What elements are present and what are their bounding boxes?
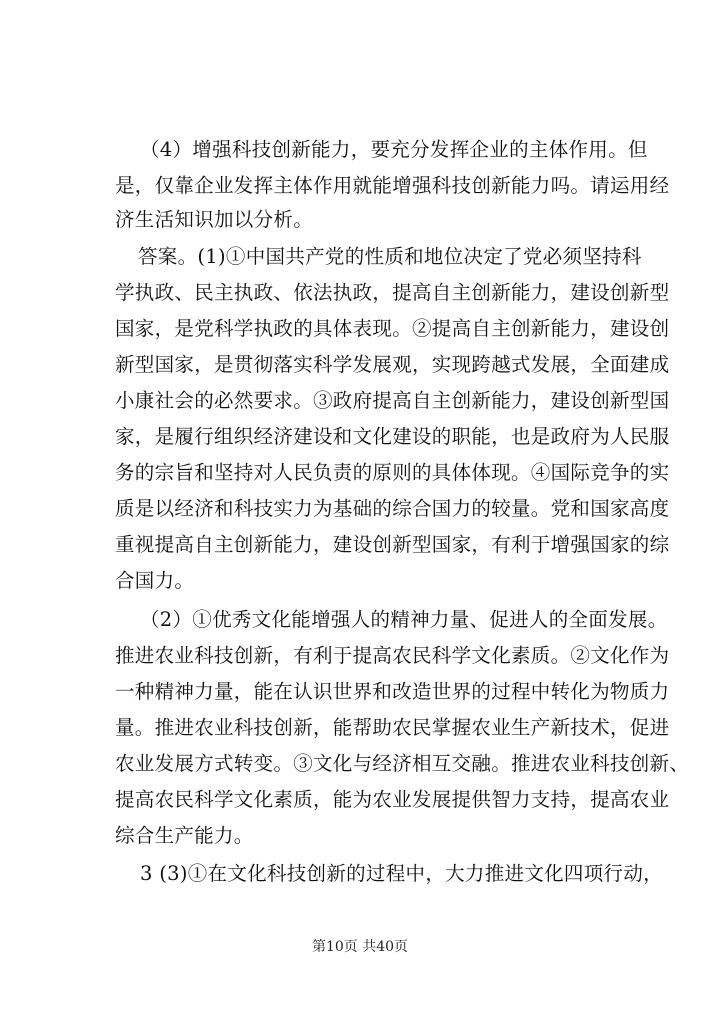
- text-line-4: 答案。(1)①中国共产党的性质和地位决定了党必须坚持科: [138, 245, 642, 268]
- page-number-footer: 第10页 共40页: [311, 939, 409, 955]
- text-line-17: 量。推进农业科技创新，能帮助农民掌握农业生产新技术，促进: [115, 716, 670, 739]
- text-line-8: 小康社会的必然要求。③政府提高自主创新能力，建设创新型国: [115, 389, 670, 412]
- text-line-3: 济生活知识加以分析。: [115, 208, 314, 231]
- text-line-9: 家，是履行组织经济建设和文化建设的职能，也是政府为人民服: [115, 425, 670, 448]
- text-line-16: 一种精神力量，能在认识世界和改造世界的过程中转化为物质力: [115, 680, 670, 703]
- text-line-14: （2）①优秀文化能增强人的精神力量、促进人的全面发展。: [140, 608, 668, 631]
- text-line-20: 综合生产能力。: [115, 824, 254, 847]
- text-line-12: 重视提高自主创新能力，建设创新型国家，有利于增强国家的综: [115, 533, 670, 556]
- text-line-5: 学执政、民主执政、依法执政，提高自主创新能力，建设创新型: [115, 281, 670, 304]
- text-line-1: （4）增强科技创新能力，要充分发挥企业的主体作用。但: [140, 138, 648, 161]
- text-line-15: 推进农业科技创新，有利于提高农民科学文化素质。②文化作为: [115, 644, 670, 667]
- text-line-21: 3 (3)①在文化科技创新的过程中，大力推进文化四项行动，: [140, 862, 663, 885]
- text-line-2: 是，仅靠企业发挥主体作用就能增强科技创新能力吗。请运用经: [115, 174, 670, 197]
- text-line-6: 国家，是党科学执政的具体表现。②提高自主创新能力，建设创: [115, 317, 670, 340]
- text-line-19: 提高农民科学文化素质，能为农业发展提供智力支持，提高农业: [115, 788, 670, 811]
- text-line-13: 合国力。: [115, 569, 195, 592]
- text-line-18: 农业发展方式转变。③文化与经济相互交融。推进农业科技创新、: [115, 752, 690, 775]
- text-line-7: 新型国家，是贯彻落实科学发展观，实现跨越式发展，全面建成: [115, 353, 670, 376]
- text-line-11: 质是以经济和科技实力为基础的综合国力的较量。党和国家高度: [115, 497, 670, 520]
- text-line-10: 务的宗旨和坚持对人民负责的原则的具体体现。④国际竞争的实: [115, 461, 670, 484]
